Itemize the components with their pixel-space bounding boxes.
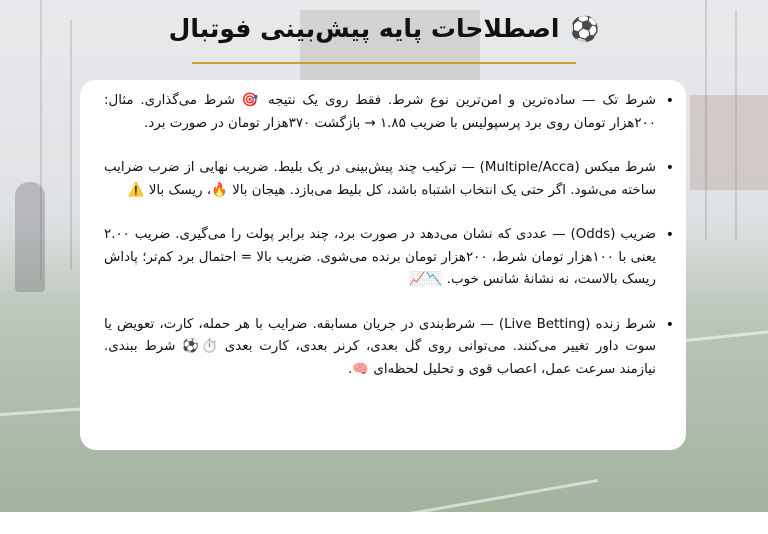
- terms-list: [104, 90, 656, 381]
- background-tree: [735, 10, 737, 240]
- page-header: [0, 14, 768, 43]
- page-title: اصطلاحات پایه پیش‌بینی فوتبال: [168, 14, 560, 43]
- list-item-single-bet: • شرط تک — ساده‌ترین و امن‌ترین نوع شرط. فقط روی یک نتیجه 🎯 شرط می‌گذاری. مثال: ۲۰۰هزار تومان روی برد پرسپولیس با ضریب ۱.۸۵ → بازگشت ۳۷۰هزار تومان در صورت برد.: [104, 90, 656, 135]
- list-item-odds: • ضریب (Odds) — عددی که نشان می‌دهد در صورت برد، چند برابر پولت را می‌گیری. ضریب ۲.۰۰ یعنی با ۱۰۰هزار تومان شرط، ۲۰۰هزار تومان برنده می‌شوی. ضریب بالا = احتمال برد کم‌تر؛ پاداش ریسک بالاست، نه نشانهٔ شانس خوب. 📉📈: [104, 224, 656, 292]
- list-item-live-betting: • شرط زنده (Live Betting) — شرط‌بندی در جریان مسابقه. ضرایب با هر حمله، کارت، تعویض یا سوت داور تغییر می‌کنند. می‌توانی روی گل بعدی، کرنر بعدی، کارت بعدی ⏱️⚽ شرط ببندی. نیازمند سرعت عمل، اعصاب قوی و تحلیل لحظه‌ای 🧠.: [104, 314, 656, 382]
- page-title-row: [169, 14, 600, 43]
- background-person: [15, 182, 45, 292]
- list-item-multiple-bet: • شرط میکس (Multiple/Acca) — ترکیب چند پیش‌بینی در یک بلیط. ضریب نهایی از ضرب ضرایب ساخته می‌شود. اگر حتی یک انتخاب اشتباه باشد، کل بلیط می‌بازد. هیجان بالا 🔥، ریسک بالا ⚠️: [104, 157, 656, 202]
- background-tree: [70, 20, 72, 270]
- title-underline: [192, 62, 576, 64]
- background-building: [690, 95, 768, 190]
- soccer-ball-icon: ⚽: [569, 14, 600, 43]
- content-card: [80, 80, 686, 450]
